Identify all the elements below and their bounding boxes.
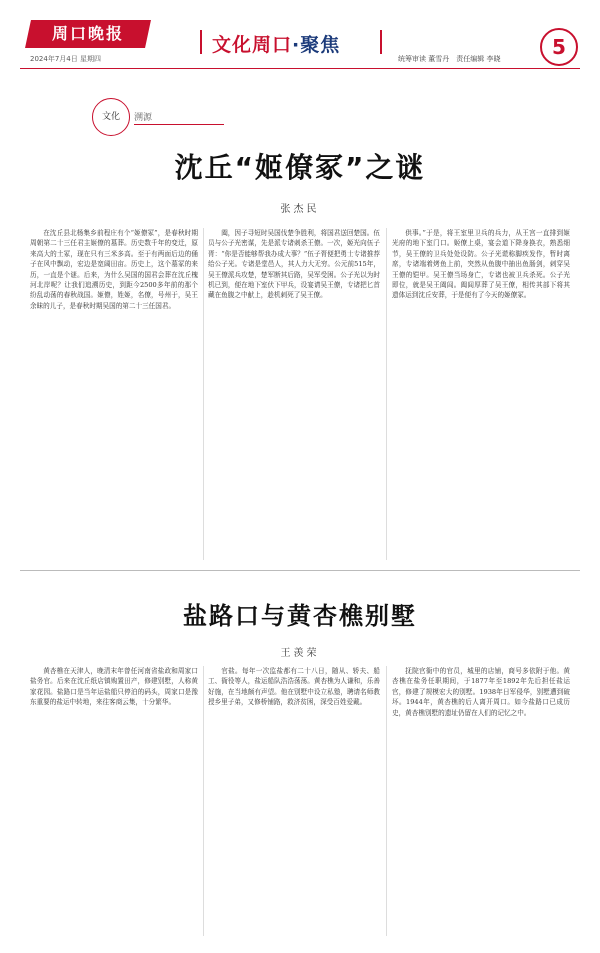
article2-author: 王羡荣 [280, 648, 320, 659]
newspaper-logo: 周口晚报 [25, 20, 151, 48]
article2-title: 盐路口与黄杏樵别墅 [183, 602, 417, 630]
column-tag-circle: 文化 [92, 98, 130, 136]
column-tag-sub: 溯源 [134, 113, 153, 123]
page-number: 5 [540, 28, 578, 66]
article1-author: 张杰民 [280, 204, 320, 215]
column-tag-line [134, 124, 224, 125]
article1-title: 沈丘“姬僚冢”之谜 [174, 151, 426, 184]
editor-credits: 统筹审读 董雪丹 责任编辑 李晓 [398, 55, 501, 63]
column-divider [386, 228, 387, 560]
article2-column-3: 抚院官衙中的官员，城里的店铺，商号多依附于他。黄杏樵在盐务任职期间，于1877年至1892年先后担任盐运官，修建了规模宏大的别墅。1938年日军侵华，别墅遭到破坏。1944年，黄杏樵的后人离开周口。如今盐路口已成历史，黄杏樵别墅的遗址仍留在人们的记忆之中。 [392, 667, 570, 717]
article2-column-1: 黄杏樵在天津人，晚清末年曾任河南省盐政和周家口盐务官。后来在沈丘纸店镇购置田产，修建别墅，人称黄家花园。盐路口是当年运盐船只停泊的码头，周家口是豫东重要的盐运中转地，来往客商云集，十分繁华。 [30, 667, 198, 707]
column-divider [203, 228, 204, 560]
column-divider [386, 666, 387, 936]
header-rule [20, 68, 580, 69]
article1-column-3: 供事。”于是，将王室里卫兵的兵力，从王宫一直排到姬光府的地下室门口。姬僚上桌，宴会道下降身换衣，熟悉细节，吴王僚的卫兵处处设防。公子光谎称脚疾发作，暂时离席，专诸端着烤鱼上前，突然从鱼腹中抽出鱼肠剑，刺穿吴王僚的铠甲。吴王僚当场身亡，专诸也被卫兵杀死。公子光即位，就是吴王阖闾。阖闾厚葬了吴王僚，相传其部下将其遗体运到沈丘安葬，于是便有了今天的姬僚冢。 [392, 229, 570, 300]
article1-column-1: 在沈丘县北杨集乡前程庄有个“姬僚冢”，是春秋时期周朝第二十三任君主姬僚的墓葬。历史数千年的变迁，原来高大的土冢，现在只有三米多高。至于有两面后边的俑子在风中飘动，宏边是宽阔田亩。历史上，这个墓冢的来历，一直是个谜。后来，为什么吴国的国君会葬在沈丘槐河北岸呢？让我们追溯历史，到距今2500多年前的那个纷乱动荡的春秋战国。姬僚，姓姬，名僚，号州于，吴王余昧的儿子，是春秋时期吴国的第二十三任国君。 [30, 229, 198, 310]
article-separator [20, 570, 580, 571]
article2-column-2: 官盐。每年一次监盐都有二十八日，随从、轿夫、船工、衙役等人，盐运船队浩浩荡荡。黄杏樵为人谦和，乐善好施，在当地颇有声望。他在别墅中设立私塾，聘请名师教授乡里子弟，又修桥铺路，救济贫困，深受百姓爱戴。 [208, 667, 380, 707]
article1-column-2: 阖，因子寻短时吴国伐楚争胜利，将国君送回楚国。伍员与公子光密谋，先是派专诸刺杀王僚。一次，姬光向伍子胥：“你是否能够帮我办成大事？”伍子胥便把勇士专诸推荐给公子光。专诸是堂邑人，其人力大无穷。公元前515年，吴王僚派兵攻楚，楚军断其后路，吴军受困。公子光以为时机已到，便在地下室伏下甲兵，设宴请吴王僚，专诸把匕首藏在鱼腹之中献上，趁机刺死了吴王僚。 [208, 229, 380, 300]
column-divider [203, 666, 204, 936]
divider-left [200, 30, 202, 54]
issue-date: 2024年7月4日 星期四 [30, 55, 101, 63]
divider-right [380, 30, 382, 54]
section-title: 文化周口·聚焦 [212, 34, 341, 56]
